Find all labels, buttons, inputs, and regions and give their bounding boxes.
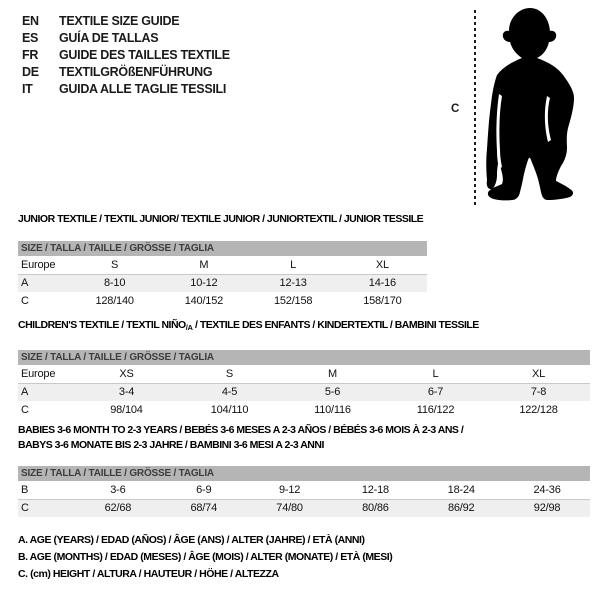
language-row-de [22,64,230,81]
size-cell: 110/116 [314,404,351,416]
language-row-fr [22,47,230,64]
height-dimension-label: C [451,103,460,115]
size-cell: 12-13 [249,274,338,292]
size-cell: 6-9 [196,483,212,496]
row-label-cell: C [21,404,29,416]
size-cell: 74/80 [247,499,333,517]
size-cell: S [111,258,119,271]
language-label: GUIDE DES TAILLES TEXTILE [59,48,230,62]
table-row [18,481,590,499]
size-cell: 122/128 [519,404,558,416]
children-title-post: / TEXTILE DES ENFANTS / KINDERTEXTIL / BAMBINI TESSILE [192,319,479,331]
size-cell: 6-7 [384,383,487,401]
size-cell: L [290,258,297,271]
children-title-subscript: /A [185,323,193,332]
size-cell: L [432,367,439,380]
junior-size-table [18,256,427,310]
size-cell: 9-12 [278,483,301,496]
size-cell: 7-8 [487,383,590,401]
size-cell: 4-5 [178,383,281,401]
row-label-cell: B [21,483,29,496]
size-cell: 92/98 [504,499,590,517]
size-cell: XS [119,367,134,380]
language-row-it [22,81,230,98]
size-cell: M [199,258,209,271]
size-cell: 10-12 [159,274,248,292]
row-label-cell: C [21,295,29,307]
size-cell: 86/92 [418,499,504,517]
language-row-en [22,13,230,30]
size-header-bar: SIZE / TALLA / TAILLE / GRÖSSE / TAGLIA [18,466,590,481]
footnote-height: C. (cm) HEIGHT / ALTURA / HAUTEUR / HÖHE / ALTEZZA [18,568,279,580]
size-cell: 98/104 [110,404,143,416]
size-cell: 152/158 [273,295,313,307]
size-cell: 116/122 [416,404,455,416]
size-cell: XL [531,367,546,380]
language-title-list [22,13,230,98]
language-code: EN [22,14,39,28]
size-cell: 3-4 [75,383,178,401]
size-header-bar: SIZE / TALLA / TAILLE / GRÖSSE / TAGLIA [18,241,427,256]
table-row [18,274,427,292]
toddler-silhouette-icon [486,6,600,210]
row-label-cell: A [18,274,70,292]
babies-size-table [18,481,590,517]
language-code: ES [22,31,39,45]
size-cell: M [328,367,337,380]
table-row [18,365,590,383]
language-label: GUÍA DE TALLAS [59,31,159,45]
junior-textile-section [18,212,427,310]
babies-title-line1: BABIES 3-6 MONTH TO 2-3 YEARS / BEBÉS 3-6 MESES A 2-3 AÑOS / BÉBÉS 3-6 MOIS À 2-3 ANS / [18,424,464,436]
row-label-cell: A [18,383,75,401]
size-cell: 5-6 [281,383,384,401]
footnote-list [18,532,392,583]
language-label: TEXTILGRÖßENFÜHRUNG [59,65,213,79]
junior-table-title: JUNIOR TEXTILE / TEXTIL JUNIOR/ TEXTILE JUNIOR / JUNIORTEXTIL / JUNIOR TESSILE [18,213,424,225]
size-cell: XL [375,258,389,271]
size-cell: 80/86 [332,499,418,517]
size-cell: 3-6 [110,483,126,496]
table-row [18,256,427,274]
footnote-age-months: B. AGE (MONTHS) / EDAD (MESES) / ÂGE (MOIS) / ALTER (MONATE) / ETÀ (MESI) [18,551,393,563]
size-cell: 24-36 [533,483,561,496]
language-label: TEXTILE SIZE GUIDE [59,14,180,28]
babies-table-title [18,423,590,453]
children-size-table [18,365,590,419]
language-row-es [22,30,230,47]
size-cell: 158/170 [363,295,402,307]
language-code: IT [22,82,33,96]
size-cell: 140/152 [184,295,224,307]
language-label: GUIDA ALLE TAGLIE TESSILI [59,82,227,96]
children-title-pre: CHILDREN'S TEXTILE / TEXTIL NIÑO [18,319,186,331]
height-dimension-line [474,10,476,206]
footnote-age-years: A. AGE (YEARS) / EDAD (AÑOS) / ÂGE (ANS) / ALTER (JAHRE) / ETÀ (ANNI) [18,534,365,546]
size-cell: 68/74 [161,499,247,517]
language-code: FR [22,48,39,62]
children-textile-section [18,318,590,419]
size-cell: 128/140 [95,295,134,307]
babies-textile-section [18,423,590,517]
size-cell: S [225,367,234,380]
size-cell: 62/68 [75,499,161,517]
size-cell: 14-16 [338,274,427,292]
table-row [18,401,590,419]
size-cell: 12-18 [361,483,389,496]
row-label-cell: Europe [21,258,56,271]
babies-title-line2: BABYS 3-6 MONATE BIS 2-3 JAHRE / BAMBINI 3-6 MESI A 2-3 ANNI [18,439,324,451]
size-cell: 104/110 [210,404,249,416]
children-table-title [18,318,590,335]
size-cell: 8-10 [70,274,159,292]
table-row [18,292,427,310]
table-row [18,383,590,401]
size-header-bar: SIZE / TALLA / TAILLE / GRÖSSE / TAGLIA [18,350,590,365]
size-cell: 18-24 [447,483,475,496]
row-label-cell: C [18,499,75,517]
language-code: DE [22,65,39,79]
table-row [18,499,590,517]
row-label-cell: Europe [21,367,56,380]
